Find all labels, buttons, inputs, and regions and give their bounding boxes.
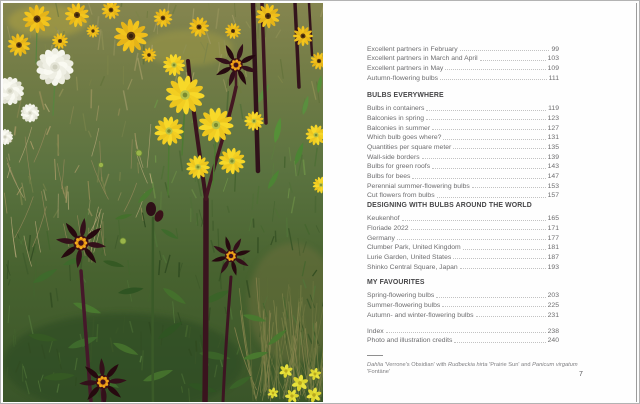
toc-item-page: 181 <box>547 244 559 252</box>
toc-item-label: Index <box>367 327 384 335</box>
toc-item-label: Perennial summer-flowering bulbs <box>367 182 470 190</box>
toc-leader-dots <box>426 119 546 120</box>
toc-item-label: Cut flowers from bulbs <box>367 192 435 200</box>
toc-row[interactable] <box>367 309 559 319</box>
toc-row[interactable] <box>367 151 559 161</box>
toc-leader-dots <box>460 268 546 269</box>
toc-item-label: Excellent partners in May <box>367 65 444 73</box>
toc-item-page: 240 <box>547 337 559 345</box>
toc-item-label: Germany <box>367 234 395 242</box>
toc-item-page: 165 <box>547 215 559 223</box>
toc-item-page: 187 <box>547 254 559 262</box>
toc-leader-dots <box>397 239 546 240</box>
toc-row[interactable] <box>367 325 559 335</box>
toc-leader-dots <box>437 197 546 198</box>
toc-row[interactable] <box>367 261 559 271</box>
caption-segment: Rudbeckia hirta <box>448 362 488 368</box>
page-number: 7 <box>579 371 583 378</box>
toc-item-page: 171 <box>547 224 559 232</box>
toc-item-page: 109 <box>547 65 559 73</box>
toc-item-page: 231 <box>547 311 559 319</box>
toc-row[interactable] <box>367 290 559 300</box>
toc-item-label: Which bulb goes where? <box>367 134 442 142</box>
toc-row[interactable] <box>367 141 559 151</box>
toc-row[interactable] <box>367 299 559 309</box>
toc-section <box>367 325 559 344</box>
toc-item-label: Bulbs for bees <box>367 173 411 181</box>
toc-item-page: 238 <box>547 327 559 335</box>
toc-row[interactable] <box>367 242 559 252</box>
toc-leader-dots <box>476 316 546 317</box>
toc-leader-dots <box>440 79 547 80</box>
toc-page <box>323 3 637 402</box>
toc-section-header: DESIGNING WITH BULBS AROUND THE WORLD <box>367 202 532 209</box>
toc-leader-dots <box>443 139 545 140</box>
toc-row[interactable] <box>367 43 559 53</box>
toc-item-page: 119 <box>548 105 559 113</box>
toc-row[interactable] <box>367 132 559 142</box>
toc-item-label: Bulbs for green roofs <box>367 163 431 171</box>
toc-row[interactable] <box>367 103 559 113</box>
toc-row[interactable] <box>367 190 559 200</box>
toc-leader-dots <box>402 220 546 221</box>
toc-leader-dots <box>432 168 546 169</box>
toc-item-label: Autumn-flowering bulbs <box>367 74 439 82</box>
toc-row[interactable] <box>367 180 559 190</box>
toc-item-label: Keukenhof <box>367 215 400 223</box>
toc-leader-dots <box>442 306 545 307</box>
caption-segment: 'Fontäne' <box>367 369 391 375</box>
toc-item-label: Photo and illustration credits <box>367 337 453 345</box>
toc-item-label: Wall-side borders <box>367 153 420 161</box>
garden-photo-illustration <box>3 3 323 402</box>
toc-item-label: Spring-flowering bulbs <box>367 292 435 300</box>
toc-row[interactable] <box>367 335 559 345</box>
caption-segment: Panicum virgatum <box>532 362 578 368</box>
toc-item-label: Excellent partners in March and April <box>367 55 478 63</box>
toc-item-page: 193 <box>547 263 559 271</box>
toc-item-label: Balconies in spring <box>367 114 425 122</box>
garden-photo <box>3 3 323 402</box>
toc-leader-dots <box>453 258 545 259</box>
toc-item-label: Clumber Park, United Kingdom <box>367 244 461 252</box>
photo-caption <box>367 362 597 376</box>
toc-row[interactable] <box>367 122 559 132</box>
toc-item-label: Lurie Garden, United States <box>367 254 452 262</box>
toc-item-page: 147 <box>547 173 559 181</box>
toc-item-page: 143 <box>547 163 559 171</box>
toc-row[interactable] <box>367 161 559 171</box>
toc-leader-dots <box>436 297 545 298</box>
toc-leader-dots <box>463 249 546 250</box>
toc-row[interactable] <box>367 112 559 122</box>
toc-item-label: Excellent partners in February <box>367 45 458 53</box>
toc-item-label: Autumn- and winter-flowering bulbs <box>367 311 474 319</box>
caption-segment: Dahlia <box>367 362 384 368</box>
toc-leader-dots <box>386 332 546 333</box>
toc-item-label: Summer-flowering bulbs <box>367 301 441 309</box>
toc-item-page: 127 <box>547 124 559 132</box>
toc-item-page: 99 <box>551 45 559 53</box>
toc-item-label: Quantities per square meter <box>367 144 452 152</box>
toc-item-page: 139 <box>547 153 559 161</box>
toc-item-page: 135 <box>547 144 559 152</box>
toc-item-page: 177 <box>547 234 559 242</box>
toc-leader-dots <box>460 50 550 51</box>
toc-item-page: 153 <box>547 182 559 190</box>
toc-row[interactable] <box>367 72 559 82</box>
toc-leader-dots <box>411 229 546 230</box>
toc-section <box>367 202 559 271</box>
toc-leader-dots <box>480 60 546 61</box>
caption-segment: 'Verrone's Obsidian' with <box>383 362 449 368</box>
toc-item-page: 103 <box>547 55 559 63</box>
toc-leader-dots <box>422 158 546 159</box>
caption-segment: 'Prairie Sun' and <box>487 362 533 368</box>
toc-item-page: 131 <box>547 134 559 142</box>
toc-item-label: Shinko Central Square, Japan <box>367 263 458 271</box>
toc-item-label: Floriade 2022 <box>367 224 409 232</box>
toc-leader-dots <box>432 129 546 130</box>
toc-item-label: Balconies in summer <box>367 124 431 132</box>
toc-leader-dots <box>472 187 546 188</box>
toc-leader-dots <box>454 342 545 343</box>
toc-item-page: 157 <box>547 192 559 200</box>
toc-section <box>367 43 559 82</box>
toc-item-page: 203 <box>547 292 559 300</box>
toc-row[interactable] <box>367 222 559 232</box>
toc-row[interactable] <box>367 213 559 223</box>
toc-section <box>367 92 559 199</box>
caption-divider-rule <box>367 355 383 356</box>
toc-section <box>367 279 559 319</box>
toc-row[interactable] <box>367 62 559 72</box>
toc-row[interactable] <box>367 232 559 242</box>
toc <box>367 3 559 402</box>
toc-leader-dots <box>426 110 546 111</box>
toc-section-header: BULBS EVERYWHERE <box>367 92 444 99</box>
toc-row[interactable] <box>367 251 559 261</box>
toc-leader-dots <box>412 178 545 179</box>
toc-leader-dots <box>453 148 545 149</box>
toc-section-header: MY FAVOURITES <box>367 279 425 286</box>
toc-item-label: Bulbs in containers <box>367 105 425 113</box>
toc-item-page: 111 <box>548 74 559 82</box>
toc-item-page: 225 <box>547 301 559 309</box>
toc-item-page: 123 <box>547 114 559 122</box>
toc-row[interactable] <box>367 53 559 63</box>
toc-leader-dots <box>445 69 545 70</box>
toc-row[interactable] <box>367 170 559 180</box>
